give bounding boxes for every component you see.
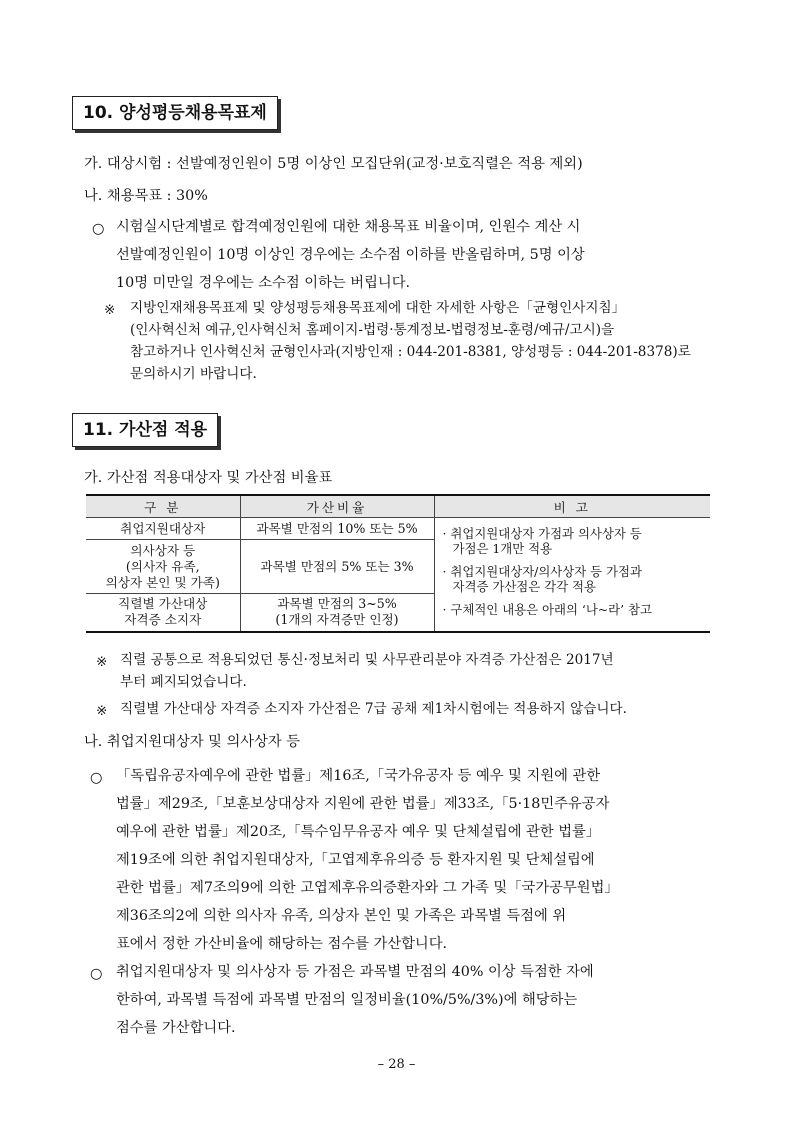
table-row [86, 518, 710, 540]
bullet-line: 「독립유공자예우에 관한 법률」제16조,「국가유공자 등 예우 및 지원에 관한 [116, 768, 601, 784]
table-cell-category: 직렬별 가산대상 자격증 소지자 [86, 594, 240, 632]
table-cell-rate: 과목별 만점의 5% 또는 3% [240, 540, 434, 594]
table-cell-remarks [434, 518, 710, 632]
note-marker: ※ [104, 302, 116, 318]
bullet-line: 점수를 가산합니다. [116, 1020, 236, 1036]
section-11-bullet-1 [116, 762, 619, 958]
bonus-rate-table [86, 494, 710, 633]
section-10-note [130, 297, 691, 385]
remark-item: · 취업지원대상자/의사상자 등 가점과 자격증 가산점은 각각 적용 [442, 564, 642, 594]
bullet-line: 제36조의2에 의한 의사자 유족, 의상자 본인 및 가족은 과목별 득점에 위 [116, 908, 567, 924]
section-11-note-1 [120, 649, 614, 693]
bullet-line: 관한 법률」제7조의9에 의한 고엽제후유의증환자와 그 가족 및「국가공무원법」 [116, 880, 619, 896]
bullet-line: 제19조에 의한 취업지원대상자,「고엽제후유의증 등 환자지원 및 단체설립에 [116, 852, 595, 868]
table-cell-rate: 과목별 만점의 3~5% (1개의 자격증만 인정) [240, 594, 434, 632]
table-cell-category: 취업지원대상자 [86, 518, 240, 540]
note-line: 부터 폐지되었습니다. [120, 674, 247, 690]
section-11-item-na: 나. 취업지원대상자 및 의사상자 등 [84, 734, 301, 750]
bullet-line: 10명 미만일 경우에는 소수점 이하는 버립니다. [116, 275, 411, 291]
note-line: 참고하거나 인사혁신처 균형인사과(지방인재 : 044-201-8381, 양성평등 : 044-201-8378)로 [130, 344, 691, 360]
note-line: 지방인재채용목표제 및 양성평등채용목표제에 대한 자세한 사항은「균형인사지침」 [130, 300, 626, 316]
remark-item: · 구체적인 내용은 아래의 ‘나~라’ 참고 [442, 602, 652, 617]
section-10-heading: 10. 양성평등채용목표제 [72, 96, 278, 130]
remark-item: · 취업지원대상자 가점과 의사상자 등 가점은 1개만 적용 [442, 526, 642, 556]
page-number: – 28 – [377, 1057, 416, 1072]
bullet-marker: ○ [90, 966, 103, 982]
note-line: 직렬별 가산대상 자격증 소지자 가산점은 7급 공채 제1차시험에는 적용하지 않습니다. [120, 701, 627, 717]
header-category: 구 분 [86, 495, 240, 518]
bullet-line: 취업지원대상자 및 의사상자 등 가점은 과목별 만점의 40% 이상 득점한 자에 [116, 964, 594, 980]
bullet-marker: ○ [90, 770, 103, 786]
note-line: (인사혁신처 예규,인사혁신처 홈페이지-법령·통계정보-법령정보-훈령/예규/고시)을 [130, 322, 615, 338]
bullet-line: 선발예정인원이 10명 이상인 경우에는 소수점 이하를 반올림하며, 5명 이상 [116, 247, 585, 263]
bullet-line: 표에서 정한 가산비율에 해당하는 점수를 가산합니다. [116, 936, 448, 952]
table-cell-category: 의사상자 등 (의사자 유족, 의상자 본인 및 가족) [86, 540, 240, 594]
bullet-marker: ○ [92, 221, 105, 237]
bullet-line: 한하여, 과목별 득점에 과목별 만점의 일정비율(10%/5%/3%)에 해당하는 [116, 992, 578, 1008]
section-10-bullet [116, 213, 585, 297]
table-header-row [86, 495, 710, 518]
table-cell-rate: 과목별 만점의 10% 또는 5% [240, 518, 434, 540]
note-line: 문의하시기 바랍니다. [130, 366, 257, 382]
section-10-item-ga: 가. 대상시험 : 선발예정인원이 5명 이상인 모집단위(교정·보호직렬은 적용 제외) [84, 156, 583, 172]
bullet-line: 예우에 관한 법률」제20조,「특수임무유공자 예우 및 단체설립에 관한 법률」 [116, 824, 601, 840]
section-11-bullet-2 [116, 958, 594, 1042]
section-11-item-ga: 가. 가산점 적용대상자 및 가산점 비율표 [84, 470, 333, 486]
section-11-heading: 11. 가산점 적용 [72, 413, 218, 447]
note-marker: ※ [96, 654, 108, 670]
section-11-note-2 [120, 698, 627, 720]
header-rate: 가산비율 [240, 495, 434, 518]
bullet-line: 법률」제29조,「보훈보상대상자 지원에 관한 법률」제33조,「5·18민주유공자 [116, 796, 610, 812]
bullet-line: 시험실시단계별로 합격예정인원에 대한 채용목표 비율이며, 인원수 계산 시 [116, 219, 581, 235]
note-marker: ※ [96, 703, 108, 719]
section-10-item-na: 나. 채용목표 : 30% [84, 188, 208, 204]
note-line: 직렬 공통으로 적용되었던 통신·정보처리 및 사무관리분야 자격증 가산점은 2017년 [120, 652, 614, 668]
header-remarks: 비 고 [434, 495, 710, 518]
